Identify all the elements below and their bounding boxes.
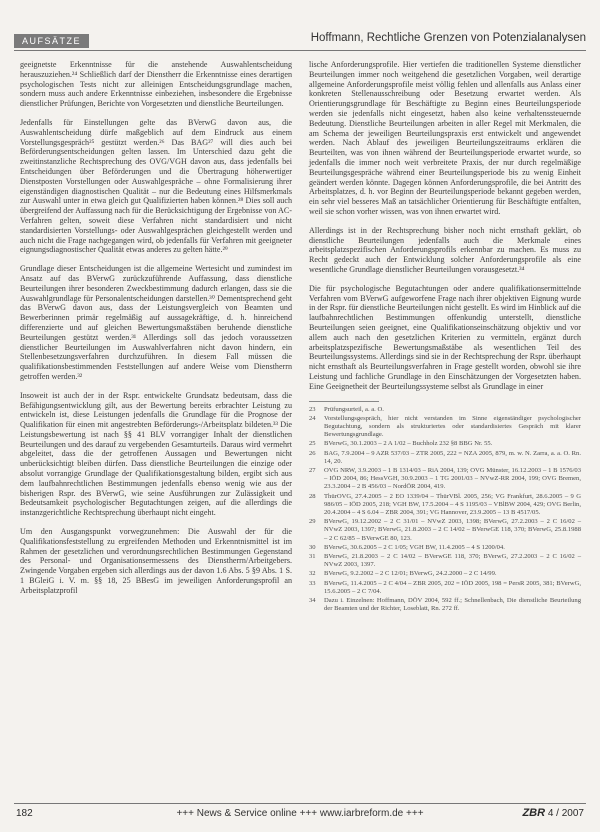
footnote-number: 33 xyxy=(309,579,316,587)
running-title: Hoffmann, Rechtliche Grenzen von Potenzialanalysen xyxy=(310,32,586,44)
footnote-number: 34 xyxy=(309,596,316,604)
footnote-text: BVerwG, 30.6.2005 – 2 C 1/05; VGH BW, 11.4.2005 – 4 S 1200/04. xyxy=(324,543,505,551)
header-rule xyxy=(14,50,586,51)
footnote-text: BAG, 7.9.2004 – 9 AZR 537/03 – ZTR 2005, 222 = NZA 2005, 879, m. w. N. Zarra, a. a. O. Rn. 14, 20. xyxy=(324,449,581,465)
footnote-number: 31 xyxy=(309,552,316,560)
footnote-number: 30 xyxy=(309,543,316,551)
page-header xyxy=(14,30,586,52)
right-column xyxy=(309,60,581,614)
journal-logo: ZBR xyxy=(522,807,546,819)
footer-website: +++ News & Service online +++ www.iarbreform.de +++ xyxy=(176,808,424,819)
footnote-text: BVerwG, 21.8.2003 – 2 C 14/02 – BVerwGE 118, 370; BVerwG, 27.2.2003 – 2 C 16/02 – NVwZ 2003, 1397. xyxy=(324,552,581,569)
footnote xyxy=(309,440,581,448)
footnote-number: 24 xyxy=(309,414,316,422)
footnote xyxy=(309,415,581,440)
paragraph: geeignetste Erkenntnisse für die anstehende Auswahlentscheidung herauszuziehen.²⁴ Schließlich darf der Dienstherr die Erkenntnisse eines derartigen psychologischen Tests nicht zur alleinigen Entscheidungsgrundlage machen, sondern muss auch andere Erkenntnisse einbeziehen, insbesondere die Ergebnisse dienstlicher Prüfungen, Berichte von Vorgesetzten und dienstliche Beurteilungen. xyxy=(20,60,292,109)
footnote xyxy=(309,553,581,569)
footnote xyxy=(309,406,581,414)
page-footer xyxy=(14,803,586,820)
journal-issue xyxy=(522,807,584,819)
footnote-number: 23 xyxy=(309,405,316,413)
paragraph: Um den Ausgangspunkt vorwegzunehmen: Die Auswahl der für die Qualifikationsfeststellung zu ergreifenden Methoden und Erkenntnismittel ist im Rahmen der gesetzlichen und verordnungsrechtlichen Bestimmungen Gegenstand des Personal- und Organisationsermessens des Dienstherrn/Arbeitgebers. Zwingende Vorgaben ergeben sich allerdings aus der davon 1.6 Abs. 5 §9 Abs. 1 S. 1 BGleiG i. V. m. §§ 18, 25 BBesG im jeweiligen Anforderungsprofil an Arbeitsplatzprofil xyxy=(20,527,292,595)
footnote xyxy=(309,544,581,552)
footnote-text: Prüfungsurteil, a. a. O. xyxy=(324,405,384,413)
footnote-text: BVerwG, 11.4.2005 – 2 C 4/04 – ZBR 2005, 202 = IÖD 2005, 198 = PersR 2005, 381; BVerwG, 15.6.2005 – 2 C 7/04. xyxy=(324,579,581,595)
section-tag: AUFSÄTZE xyxy=(14,34,89,48)
footnote-text: Dazu i. Einzelnen: Hoffmann, DÖV 2004, 592 ff.; Schnellenbach, Die dienstliche Beurteilung der Beamten und der Richter, Loseblatt, Rn. 272 ff. xyxy=(324,596,581,613)
footnote-text: Vorstellungsgespräch, hier nicht verstanden im Sinne eigenständiger psychologischer Begutachtung, sondern als strukturiertes oder standardisiertes Gespräch mit klarer Bewertungsgrundlage. xyxy=(324,414,581,439)
paragraph: Grundlage dieser Entscheidungen ist die allgemeine Wertesicht und zumindest im Ansatz auf das BVerwG zurückzuführende Auffassung, dass dienstliche Beurteilungen ihrer besonderen Zweckbestimmung dadurch erlangen, dass sie die Auswahlgrundlage für Personalentscheidungen darstellen.³⁰ Dementsprechend geht das BVerwG davon aus, dass der Leistungsvergleich von Beamten und Bewerberinnen primär regelmäßig auf aussagekräftige, d. h. hinreichend differenzierte und auf gleichen Bewertungsmaßstäben beruhende dienstliche Beurteilungen gestützt werden.³¹ Allerdings soll das jedoch voraussetzen dienstlicher Beurteilungen im Auswahlverfahren nicht davon hindern, ein Stellenbesetzungsverfahren durchzuführen. In diesem Fall müssen die qualifikationsbestimmenden Feststellungen auf andere Weise vom Dienstherrn getroffen werden.³² xyxy=(20,264,292,381)
footnote xyxy=(309,450,581,466)
paragraph: lische Anforderungsprofile. Hier vertiefen die traditionellen Systeme dienstlicher Beurteilungen immer noch weitgehend die gesetzlichen Vorgaben, weil derartige allgemeine Anforderungsprofile meist völlig fehlen und allenfalls aus Anlass einer konkreten Stellenausschreibung oder Besetzung erwartet werden. Als Orientierungsgrundlage für Beschäftigte zu Beginn eines Beurteilungsperiode werden sie jedenfalls nicht eingesetzt, haben also keine verhaltenssteuernde Bedeutung. Dienstliche Beurteilungen arbeiten in aller Regel mit Merkmalen, die am Schema der jeweiligen Beurteilungspraxis erst entwickelt und angewendet werden. Nach Ablauf des jeweiligen Beurteilungszeitraums erklären die Beurteilten, was von ihnen während der Beurteilungsperiode erwartet wurde, so jedenfalls die immer noch weit verbreitete Praxis, der nur durch regelmäßige Beurteilungsgespräche während einer Beurteilungsperiode bis zu wenig Einheit geändert werden könnte. Dagegen können Anforderungsprofile, die bei Antritt des Arbeitsplatzes, d. h. vor Beginn der Beurteilungsperiode bekannt gegeben werden, ein sehr viel besseres Maß an tatsächlicher Orientierung für Beschäftigte entfalten, weil sie schon vorher wissen, was von ihnen erwartet wird. xyxy=(309,60,581,216)
paragraph: Die für psychologische Begutachtungen oder andere qualifikationsermittelnde Verfahren vom BVerwG aufgeworfene Frage nach ihrer objektiven Eignung wurde in der Rspr. für dienstliche Beurteilungen nicht gestellt. Es wird im Hinblick auf die laufbahnrechtlichen Bestimmungen offenkundig unterstellt, dienstliche Beurteilungen seien geeignet, eine Qualifikationseinschätzung objektiv und vor allem auch nach den gesetzlichen Kriterien zu vermitteln, ergänzt durch arbeitsplatzspezifische Bewertungsmaßstäbe als wesentlichen Teil des Beurteilungssystems. Allerdings sind sie in der Rechtsprechung der Rspr. überhaupt nicht ernsthaft als Beurteilungsverfahren in Frage gestellt worden, obwohl sie ihre Leistung und fachliche Grundlage in den Einschätzungen der Vorgesetzten haben. Eine Geeignetheit der Beurteilungssysteme selbst als Grundlage in einer xyxy=(309,283,581,391)
footnote-text: BVerwG, 30.1.2003 – 2 A 1/02 – Buchholz 232 §8 BBG Nr. 55. xyxy=(324,440,493,448)
paragraph: Jedenfalls für Einstellungen gelte das BVerwG davon aus, die Auswahlentscheidung dürfe maßgeblich auf dem Eindruck aus einem Vorstellungsgespräch²⁵ gestützt werden.²⁶ Das BAG²⁷ will dies auch bei Beförderungsentscheidungen gelten lassen. Im Unterschied dazu geht die zweitinstanzliche Rechtsprechung des OVG/VGH davon aus, dass jedenfalls bei Entscheidungen über Beförderungen und die Übertragung höherwertiger Dienstposten Vorstellungen oder Auswahlgespräche – ohne Formalisierung ihrer eigenständigen diagnostischen Qualität – nur die Bedeutung eines Hilfsmerkmals zur Auswahl unter in etwa gleich gut Qualifizierten haben können.²⁸ Dies soll auch übergreifend der Auffassung nach für die Berücksichtigung der Ergebnisse von AC-Verfahren gelten, soweit diese Verfahren nicht standardisiert und nicht standardisierten Vorstellungs- oder Auswahlgesprächen gleichgestellt werden und auch nicht die Frage nachgegangen wird, ob jedenfalls für Verfahren mit geeigneter eignungsdiagnostischer Qualität etwas anderes zu gelten hätte.²⁹ xyxy=(20,117,292,255)
footnote-number: 26 xyxy=(309,449,316,457)
footnote xyxy=(309,570,581,578)
page-number: 182 xyxy=(16,808,33,819)
footnotes xyxy=(309,406,581,614)
footnote-number: 28 xyxy=(309,492,316,500)
left-column xyxy=(20,60,292,605)
footnote-text: BVerwG, 19.12.2002 – 2 C 31/01 – NVwZ 2003, 1398; BVerwG, 27.2.2003 – 2 C 16/02 – NVwZ 2003, 1397; BVerwG, 21.8.2003 – 2 C 14/02 – BVerwGE 118, 370; BVerwG, 25.8.1988 – 2 C 62/85 – BVerwGE 80, 123. xyxy=(324,518,581,542)
footnote-text: OVG NRW, 3.9.2003 – 1 B 1314/03 – RiA 2004, 139; OVG Münster, 16.12.2003 – 1 B 1576/03 – IÖD 2004, 86; HessVGH, 30.9.2003 – 1 TG 2001/03 – NVwZ-RR 2004, 199; OVG Bremen, 23.3.2004 – 2 B 456/03 – NordÖR 2004, 419. xyxy=(324,466,581,491)
footnote xyxy=(309,467,581,492)
paragraph: Insoweit ist auch der in der Rspr. entwickelte Grundsatz bedeutsam, dass die Befähigungsentwicklung gilt, aus der Bewertung bereits erbrachter Leistung zu entwickeln ist, diese Leistungen jedenfalls die Grundlage für die Prognose der Qualifikation für einen mit angestrebten Beförderungs-/Arbeitsplatz bildeten.³³ Die Leistungsbewertung ist nach §§ 41 BLV vorrangiger Inhalt der dienstlichen Beurteilungen und des darauf zu vergebenden Gesamturteils. Daraus wird vermehrt abgeleitet, dass die der getroffenen Aussagen und Bewertungen nicht unberücksichtigt bleiben dürfen. Dass dienstliche Beurteilungen die einzige oder absolut vorrangige Grundlage der Qualifikationsgestaltung bilden, ergibt sich aus dem laufbahnrechtlichen Bestimmungen jedenfalls ebenso wenig wie aus der bisherigen Rspr. des BVerwG, wie seine Ausführungen zur Zulässigkeit und Bedeutsamkeit psychologischer Begutachtungen zeigen, auf die allerdings die instanzgerichtliche Rechtsprechung überhaupt nicht eingeht. xyxy=(20,390,292,518)
footnote-number: 32 xyxy=(309,570,316,578)
footnote xyxy=(309,493,581,518)
paragraph: Allerdings ist in der Rechtsprechung bisher noch nicht ernsthaft geklärt, ob dienstliche Beurteilungen jedenfalls auch die Merkmale eines arbeitsplatzspezifischen Anforderungsprofils erkennbar zu machen. Es muss zu Recht gedeckt auch der Entwicklung solcher Anforderungsprofile als eine wesentliche Grundlage dienstlicher Beurteilungen vorausgesetzt.³⁴ xyxy=(309,225,581,274)
footnote xyxy=(309,580,581,596)
footnote-number: 29 xyxy=(309,518,316,526)
footnote-rule xyxy=(309,401,379,402)
footnote xyxy=(309,518,581,543)
footnote-number: 27 xyxy=(309,466,316,474)
footnote-number: 25 xyxy=(309,440,316,448)
footnote-text: ThürOVG, 27.4.2005 – 2 EO 1339/04 – ThürVBl. 2005, 256; VG Frankfurt, 28.6.2005 – 9 G 986/05 – IÖD 2005, 218; VGH BW, 17.5.2004 – 4 S 1195/03 – VBlBW 2004, 429; OVG Berlin, 20.4.2004 – 4 S 6.04 – ZBR 2004, 391; VG Hannover, 23.9.2005 – 13 B 4517/05. xyxy=(324,492,581,516)
issue-number: 4 / 2007 xyxy=(547,808,584,819)
footnote-text: BVerwG, 9.2.2002 – 2 C 12/01; BVerwG, 24.2.2000 – 2 C 14/99. xyxy=(324,570,497,578)
footnote xyxy=(309,597,581,613)
